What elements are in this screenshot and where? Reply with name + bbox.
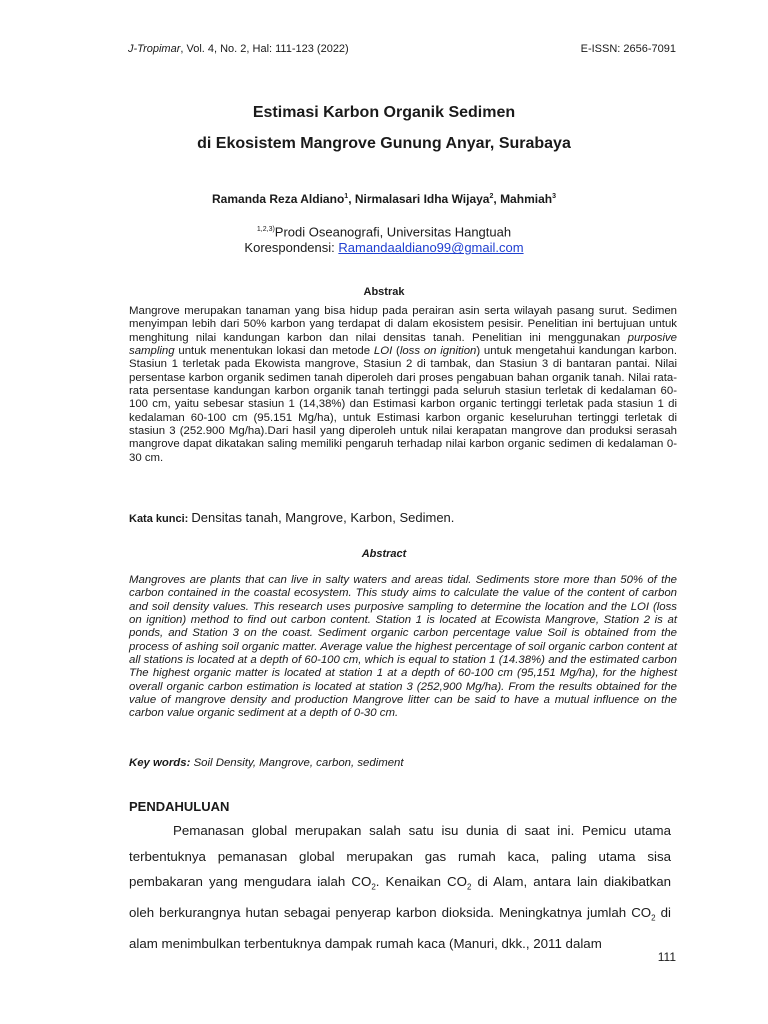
- page-number: 111: [657, 950, 676, 964]
- kata-kunci: [129, 510, 454, 525]
- journal-name: J-Tropimar: [128, 43, 181, 55]
- pendahuluan-body: [129, 818, 671, 957]
- key-words-text: Soil Density, Mangrove, carbon, sediment: [193, 757, 404, 769]
- running-header-journal: [128, 43, 349, 55]
- author-3-sup: 3: [552, 193, 556, 200]
- author-1: Ramanda Reza Aldiano: [212, 192, 345, 206]
- paper-title-line-2: di Ekosistem Mangrove Gunung Anyar, Surabaya: [197, 135, 571, 152]
- author-1-sup: 1: [344, 193, 349, 200]
- author-2-sup: 2: [489, 193, 494, 200]
- author-3: Mahmiah: [500, 192, 553, 206]
- intro-text: di alam menimbulkan terbentuknya dampak rumah kaca (Manuri, dkk., 2011 dalam: [129, 905, 671, 952]
- kata-kunci-label: Kata kunci:: [129, 513, 192, 525]
- pendahuluan-heading: PENDAHULUAN: [129, 799, 230, 814]
- abstrak-italic: LOI: [373, 345, 393, 358]
- abstrak-text: (: [392, 345, 400, 358]
- author-2: Nirmalasari Idha Wijaya: [354, 192, 490, 206]
- running-header-issn: E-ISSN: 2656-7091: [580, 43, 676, 55]
- correspondence-label: Korespondensi:: [244, 240, 339, 256]
- email-link[interactable]: Ramandaaldiano99@gmail.com: [338, 240, 524, 256]
- abstrak-text: Mangrove merupakan tanaman yang bisa hidup pada perairan asin serta wilayah pasang surut. Sedimen menyimpan lebih dari 50% karbon yang terdapat di dalam ekosistem pesisir. Penelitian ini bertujuan untuk menghitung nilai kandungan karbon dan nilai densitas tanah. Penelitian ini menggunakan: [129, 305, 677, 344]
- author-list: [0, 192, 768, 206]
- intro-text: Pemanasan global merupakan salah satu isu dunia di saat ini. Pemicu utama terbentuknya pemanasan global merupakan gas rumah kaca, paling utama sisa pembakaran yang mengudara ialah CO: [129, 823, 671, 889]
- intro-text: di Alam, antara lain diakibatkan oleh berkurangnya hutan sebagai penyerap karbon dioksida. Meningkatnya jumlah CO: [129, 874, 672, 921]
- key-words: [129, 757, 404, 769]
- correspondence: [0, 240, 768, 256]
- intro-text: . Kenaikan CO: [375, 874, 467, 889]
- kata-kunci-text: Densitas tanah, Mangrove, Karbon, Sedimen.: [191, 510, 455, 525]
- abstrak-text: untuk menentukan lokasi dan metode: [174, 345, 374, 358]
- author-sep: ,: [493, 192, 501, 206]
- affiliation-text: Prodi Oseanografi, Universitas Hangtuah: [274, 224, 512, 240]
- affiliation-block: [0, 222, 768, 256]
- abstrak-heading: Abstrak: [363, 286, 405, 298]
- affiliation: [0, 222, 768, 240]
- abstract-body: Mangroves are plants that can live in salty waters and areas tidal. Sediments store more than 50% of the carbon contained in the coastal ecosystem. This study aims to calculate the value of the content of carbon and soil density values. This research uses purposive sampling to determine the location and the LOI (loss on ignition) method to find out carbon content. Station 1 is located at Ecowista Mangrove, Station 2 is at ponds, and Station 3 on the coast. Sediment organic carbon percentage value Soil is obtained from the process of ashing soil organic matter. Average value the highest percentage of soil organic carbon content at all stations is located at a depth of 60-100 cm, which is equal to station 1 (14.38%) and the estimated carbon The highest organic matter is located at station 1 at a depth of 60-100 cm (95,151 Mg/ha), for the highest overall organic carbon estimation is located at station 3 (252,900 Mg/ha). From the results obtained for the value of mangrove density and production Mangrove litter can be said to have a mutual influence on the carbon value organic sediment at a depth of 0-30 cm.: [129, 574, 677, 720]
- abstrak-body: [129, 305, 677, 465]
- abstrak-italic: loss on ignition: [399, 345, 477, 358]
- abstrak-text: ) untuk mengetahui kandungan karbon. Stasiun 1 terletak pada Ekowista mangrove, Stasiun 2 di tambak, dan Stasiun 3 di bantaran pantai. Nilai persentase karbon organik sedimen tanah diperoleh dari proses pengabuan bahan organik tanah. Nilai rata-rata persentase kandungan karbon organik tanah tertinggi pada seluruh stasiun terletak di kedalaman 60-100 cm, yaitu sebesar stasiun 1 (14,38%) dan Estimasi karbon organic tertinggi terletak pada stasiun 1 di kedalaman 60-100 cm (95.151 Mg/ha), untuk Estimasi karbon organic keseluruhan tertinggi terletak di stasiun 3 (252.900 Mg/ha).Dari hasil yang diperoleh untuk nilai kerapatan mangrove dan produksi serasah mangrove dapat dikatakan saling memiliki pengaruh terhadap nilai karbon organic sedimen di kedalaman 0-30 cm.: [129, 345, 677, 464]
- co2-subscript: 2: [466, 882, 472, 892]
- volume-info: , Vol. 4, No. 2, Hal: 111-123 (2022): [180, 43, 349, 55]
- abstrak-italic: purposive sampling: [129, 331, 677, 358]
- co2-subscript: 2: [371, 882, 376, 892]
- abstract-heading: Abstract: [361, 548, 407, 560]
- key-words-label: Key words:: [129, 757, 194, 769]
- co2-subscript: 2: [651, 913, 656, 923]
- affiliation-sup: 1,2,3): [256, 226, 275, 233]
- paper-title-line-1: Estimasi Karbon Organik Sedimen: [252, 104, 516, 121]
- author-sep: ,: [348, 192, 355, 206]
